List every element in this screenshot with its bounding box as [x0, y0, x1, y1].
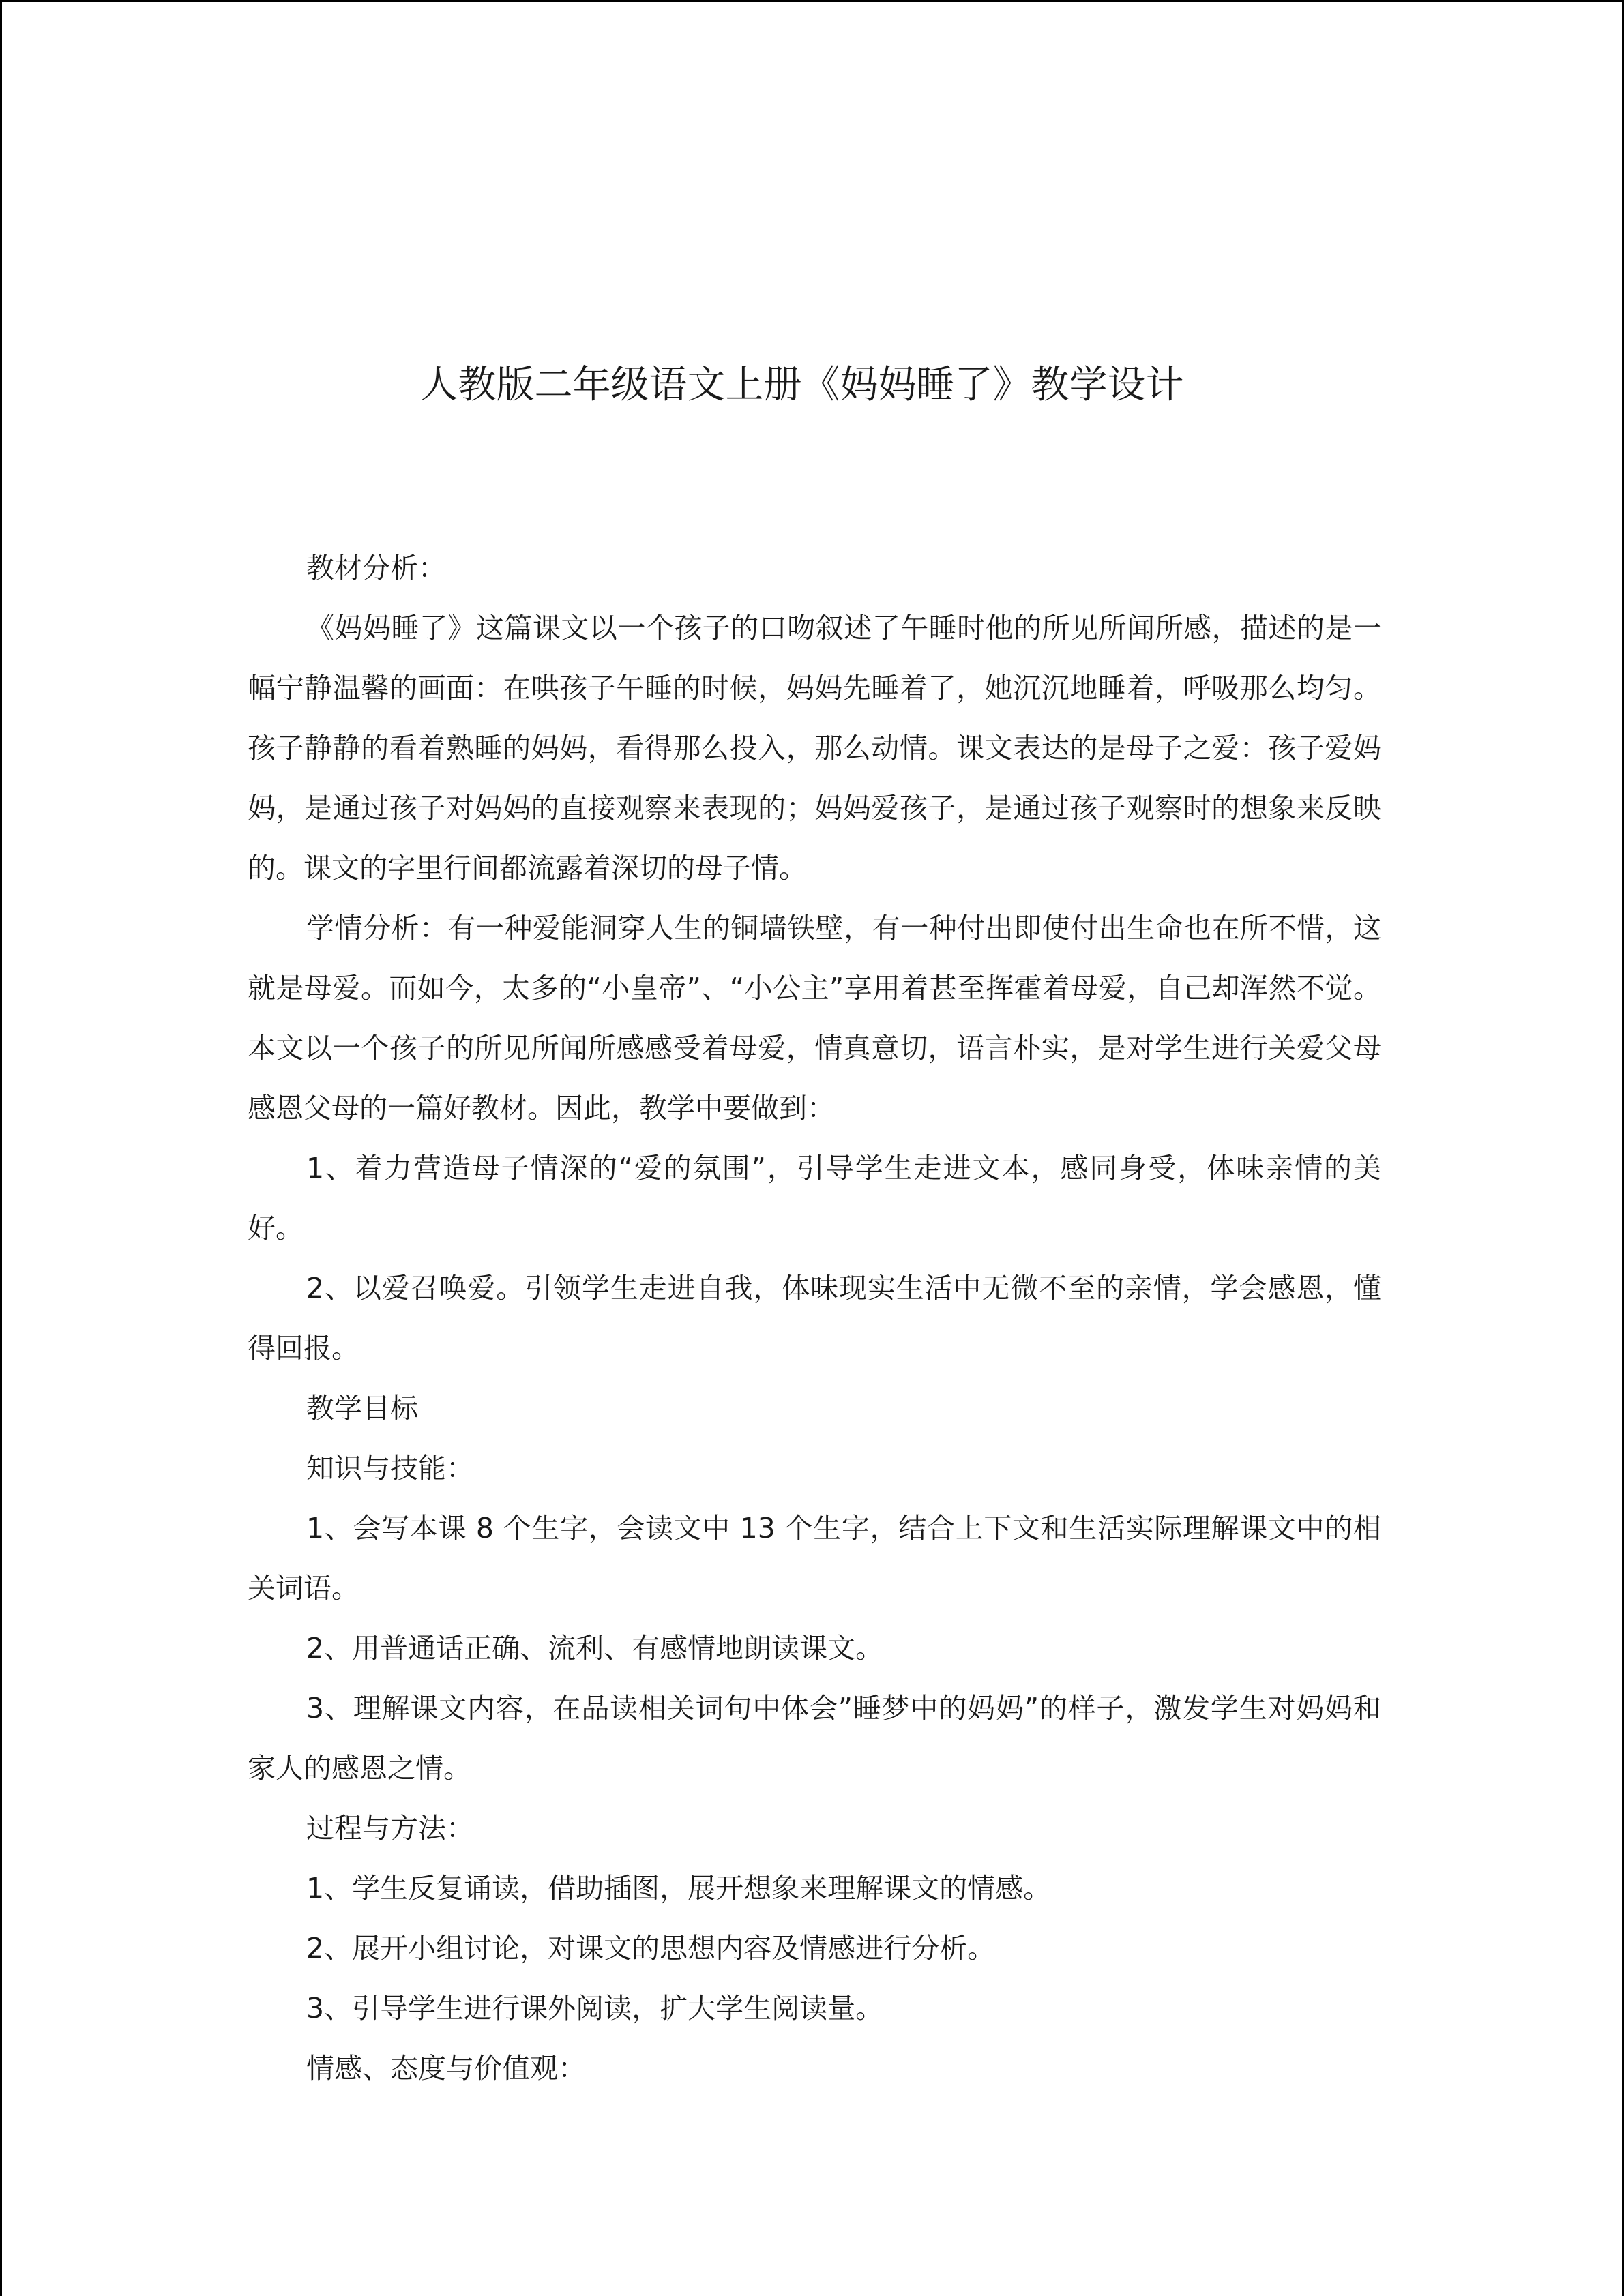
- list-item-analysis-1: 1、着力营造母子情深的“爱的氛围”，引导学生走进文本，感同身受，体味亲情的美好。: [248, 1152, 1381, 1244]
- section-heading-material-analysis: 教材分析：: [306, 552, 446, 584]
- subheading-knowledge-skills: 知识与技能：: [306, 1452, 474, 1485]
- subheading-emotion-values: 情感、态度与价值观：: [306, 2052, 586, 2085]
- list-item-knowledge-1: 1、会写本课 8 个生字，会读文中 13 个生字，结合上下文和生活实际理解课文中的相关词语。: [248, 1512, 1381, 1605]
- subheading-process-method: 过程与方法：: [306, 1812, 474, 1845]
- paragraph-student-analysis: 学情分析：有一种爱能洞穿人生的铜墙铁壁，有一种付出即使付出生命也在所不惜，这就是母爱。而如今，太多的“小皇帝”、“小公主”享用着甚至挥霍着母爱，自己却浑然不觉。本文以一个孩子的所见所闻所感感受着母爱，情真意切，语言朴实，是对学生进行关爱父母感恩父母的一篇好教材。因此，教学中要做到：: [248, 912, 1381, 1124]
- list-item-analysis-2: 2、以爱召唤爱。引领学生走进自我，体味现实生活中无微不至的亲情，学会感恩，懂得回报。: [248, 1272, 1381, 1365]
- section-heading-teaching-goals: 教学目标: [306, 1392, 418, 1425]
- list-item-process-2: 2、展开小组讨论，对课文的思想内容及情感进行分析。: [306, 1932, 996, 1965]
- document-title: 人教版二年级语文上册《妈妈睡了》教学设计: [419, 363, 1184, 407]
- list-item-process-3: 3、引导学生进行课外阅读，扩大学生阅读量。: [306, 1992, 884, 2025]
- list-item-knowledge-2: 2、用普通话正确、流利、有感情地朗读课文。: [306, 1632, 884, 1665]
- document-body: [248, 538, 1381, 2098]
- list-item-process-1: 1、学生反复诵读，借助插图，展开想象来理解课文的情感。: [306, 1872, 1052, 1905]
- list-item-knowledge-3: 3、理解课文内容，在品读相关词句中体会”睡梦中的妈妈”的样子，激发学生对妈妈和家人的感恩之情。: [248, 1692, 1381, 1785]
- paragraph-material-analysis: 《妈妈睡了》这篇课文以一个孩子的口吻叙述了午睡时他的所见所闻所感，描述的是一幅宁静温馨的画面：在哄孩子午睡的时候，妈妈先睡着了，她沉沉地睡着，呼吸那么均匀。孩子静静的看着熟睡的妈妈，看得那么投入，那么动情。课文表达的是母子之爱：孩子爱妈妈，是通过孩子对妈妈的直接观察来表现的；妈妈爱孩子，是通过孩子观察时的想象来反映的。课文的字里行间都流露着深切的母子情。: [248, 612, 1381, 884]
